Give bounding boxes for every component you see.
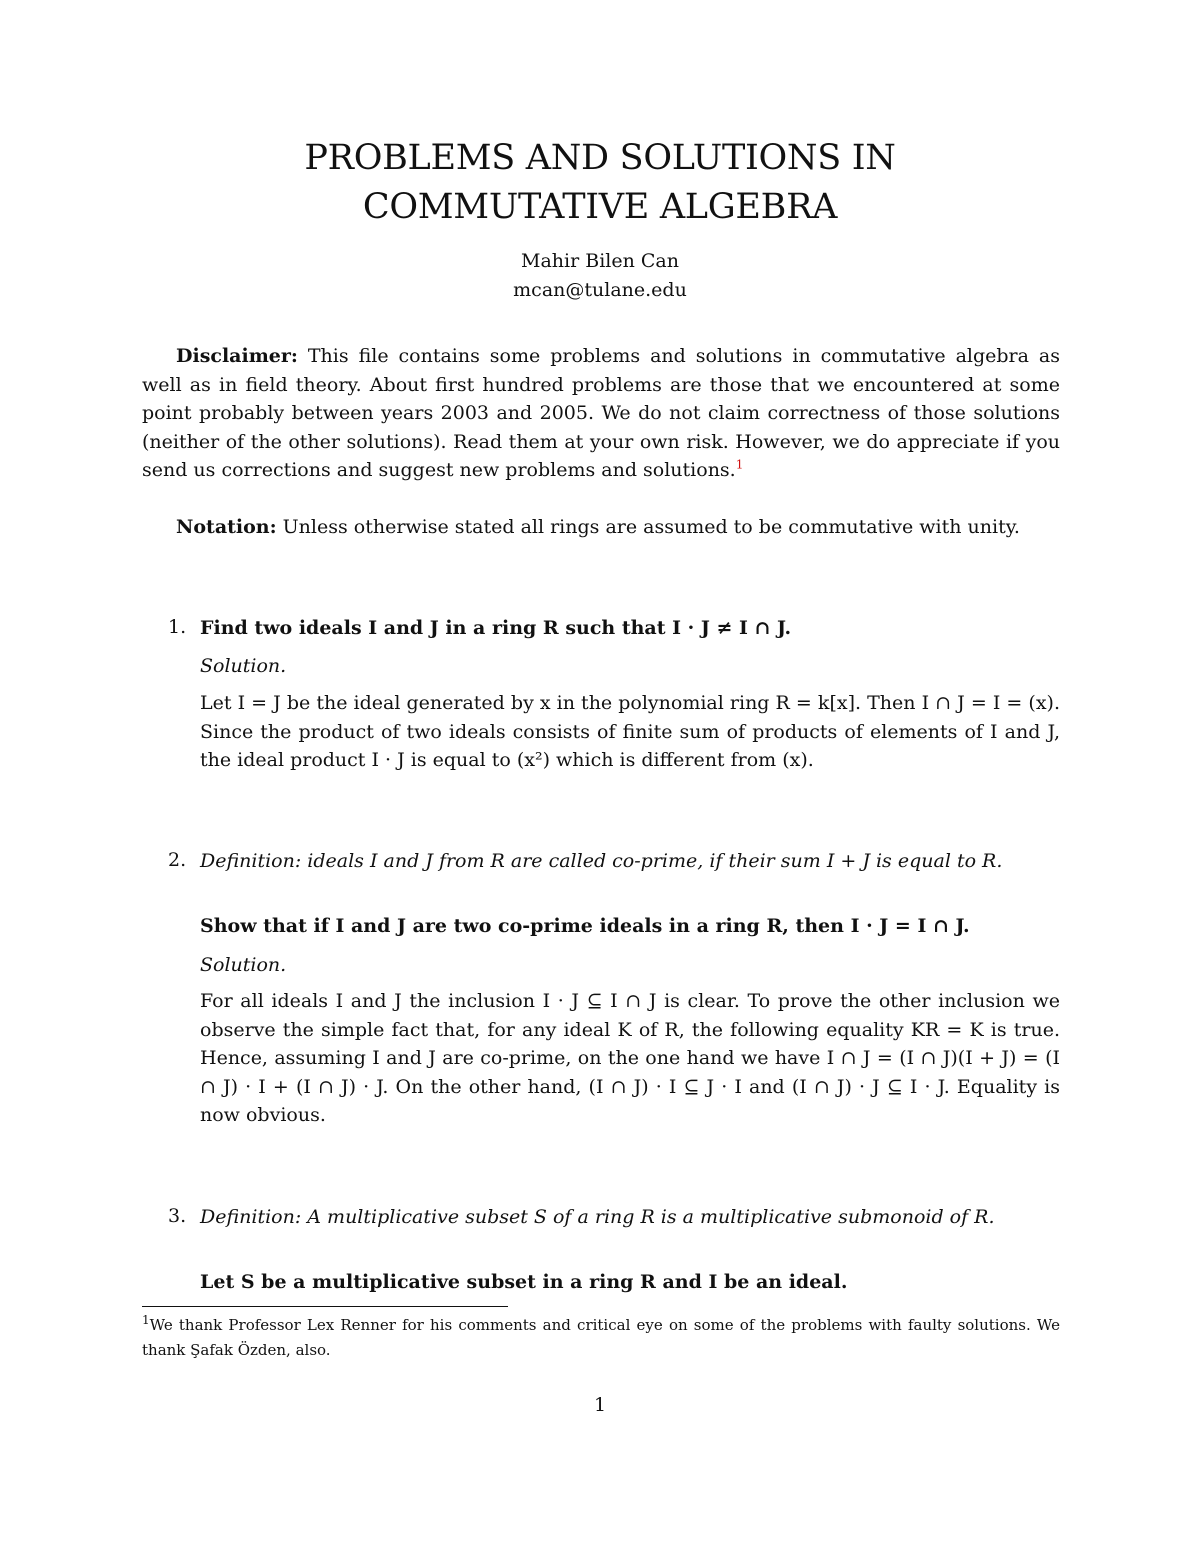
solution-label: Solution. [200, 954, 287, 976]
footnote-link[interactable]: 1 [735, 457, 744, 472]
problem-definition: Definition: ideals I and J from R are called co-prime, if their sum I + J is equal to R. [200, 850, 1003, 872]
author-email: mcan@tulane.edu [513, 279, 687, 301]
solution-text: Let I = J be the ideal generated by x in the polynomial ring R = k[x]. Then I ∩ J = I = (x). Since the product of two ideals consists of finite sum of products of elements of I and J, the ideal product I · J is equal to (x²) which is different from (x). [200, 692, 1060, 771]
disclaimer-paragraph [142, 342, 1060, 485]
problem-statement: Find two ideals I and J in a ring R such that I · J ≠ I ∩ J. [200, 617, 792, 639]
author-name: Mahir Bilen Can [521, 250, 679, 272]
title-line-1: PROBLEMS AND SOLUTIONS IN [304, 138, 896, 178]
footnote [142, 1313, 1060, 1363]
problem-statement: Let S be a multiplicative subset in a ring R and I be an ideal. [200, 1271, 848, 1293]
problem-number: 1. [168, 616, 187, 638]
footnote-text: We thank Professor Lex Renner for his comments and critical eye on some of the problems with faulty solutions. We thank Şafak Özden, also. [142, 1316, 1060, 1359]
problem-definition: Definition: A multiplicative subset S of a ring R is a multiplicative submonoid of R. [200, 1206, 995, 1228]
footnote-mark: 1 [142, 1313, 150, 1327]
notation-text: Unless otherwise stated all rings are assumed to be commutative with unity. [276, 516, 1020, 538]
problem-number: 3. [168, 1205, 187, 1227]
problem-statement: Show that if I and J are two co-prime ideals in a ring R, then I · J = I ∩ J. [200, 915, 970, 937]
notation-label: Notation: [176, 516, 277, 538]
solution-text: For all ideals I and J the inclusion I · J ⊆ I ∩ J is clear. To prove the other inclusion we observe the simple fact that, for any ideal K of R, the following equality KR = K is true. Hence, assuming I and J are co-prime, on the one hand we have I ∩ J = (I ∩ J)(I + J) = (I ∩ J) · I + (I ∩ J) · J. On the other hand, (I ∩ J) · I ⊆ J · I and (I ∩ J) · J ⊆ I · J. Equality is now obvious. [200, 990, 1060, 1126]
title-line-2: COMMUTATIVE ALGEBRA [362, 187, 838, 227]
page-number: 1 [593, 1394, 607, 1416]
notation-paragraph [142, 513, 1060, 542]
disclaimer-text: This file contains some problems and solutions in commutative algebra as well as in field theory. About first hundred problems are those that we encountered at some point probably between years 2003 and 2005. We do not claim correctness of those solutions (neither of the other solutions). Read them at your own risk. However, we do appreciate if you send us corrections and suggest new problems and solutions. [142, 345, 1060, 481]
problem-number: 2. [168, 849, 187, 871]
disclaimer-label: Disclaimer: [176, 345, 298, 367]
solution-label: Solution. [200, 655, 287, 677]
footnote-rule [142, 1306, 508, 1307]
